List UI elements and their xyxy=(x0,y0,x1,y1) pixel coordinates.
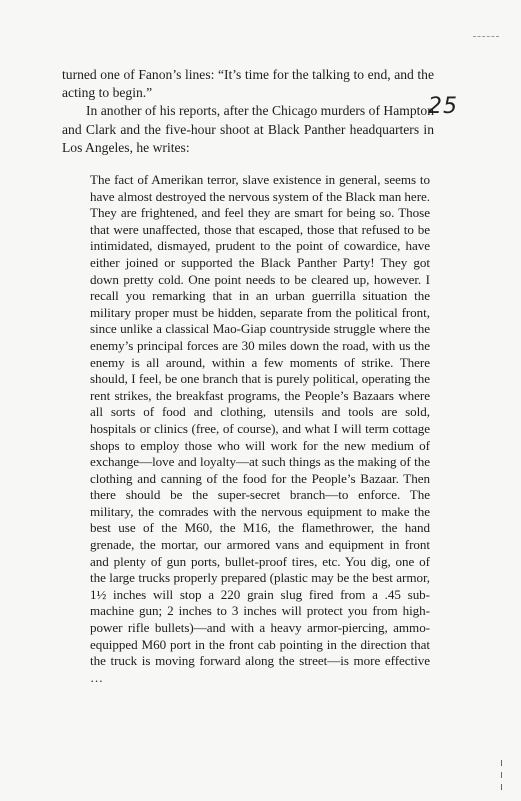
intro-paragraph-1: turned one of Fanon’s lines: “It’s time for the talking to end, and the acting to begin.” xyxy=(62,67,434,101)
quote-paragraph: The fact of Amerikan terror, slave existence in general, seems to have almost destroyed the nervous system of the Black man here. They are frightened, and feel they are smart for being so. Those that were unaffected, those that escaped, those that refused to be intimidated, dismayed, prudent to the point of cowardice, have either joined or supported the Black Panther Party! They got down pretty cold. One point needs to be cleared up, however. I recall you remarking that in an urban guerrilla situation the military proper must be hidden, separate from the political front, since unlike a classical Mao-Giap countryside struggle where the enemy’s principal forces are 30 miles down the road, with us the enemy is all around, within a few moments of strike. There should, I feel, be one branch that is purely political, operating the rent strikes, the breakfast programs, the People’s Bazaars where all sorts of food and clothing, utensils and tools are sold, hospitals or clinics (free, of course), and what I will term cottage shops to employ those who will work for the new medium of exchange—love and loyalty—at such things as the making of the clothing and canning of the food for the People’s Bazaar. Then there should be the super-secret branch—to enforce. The military, the comrades with the nervous equipment to make the best use of the M60, the M16, the flamethrower, the hand grenade, the mortar, our armored vans and equipment in front and plenty of gun ports, bullet-proof tires, etc. You dig, one of the large trucks properly prepared (plastic may be the best armor, 1½ inches will stop a 220 grain slug fired from a .45 sub-machine gun; 2 inches to 3 inches will protect you from high-power rifle bullets)—and with a heavy armor-piercing, ammo-equipped M60 port in the front cab pointing in the direction that the truck is moving forward along the street—is more effective … xyxy=(90,172,430,685)
block-quote xyxy=(90,172,430,686)
intro-text xyxy=(62,66,434,157)
edge-marks xyxy=(501,760,503,790)
page-bottom-fade xyxy=(0,772,521,801)
handwritten-page-number: 25 xyxy=(428,94,458,119)
corner-mark xyxy=(473,36,499,37)
intro-paragraph-2: In another of his reports, after the Chicago murders of Hampton and Clark and the five-hour shoot at Black Panther headquarters in Los Angeles, he writes: xyxy=(62,103,434,155)
